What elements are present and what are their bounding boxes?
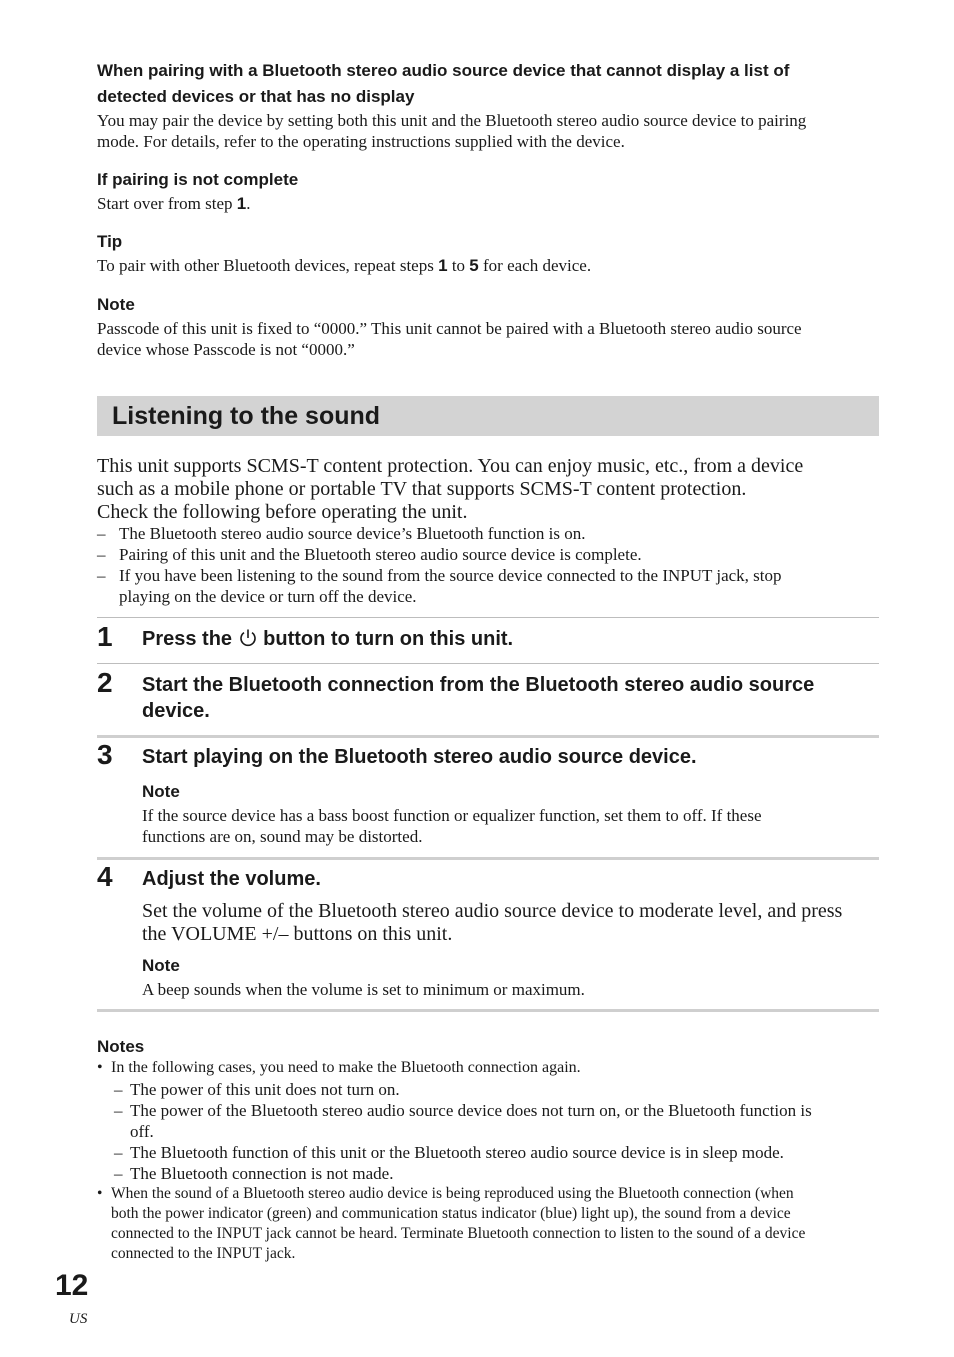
step-note-body: If the source device has a bass boost function or equalizer function, set them to off. If these functions are on, sound may be distorted. bbox=[142, 806, 762, 846]
notes-bullet-item: • When the sound of a Bluetooth stereo audio device is being reproduced using the Bluetooth connection (when both the power indicator (green) and communication status indicator (blue) light up), the sound from a device connected to the INPUT jack cannot be heard. Terminate Bluetooth connection to listen to the sound of a device connected to the INPUT jack. bbox=[97, 1185, 806, 1262]
step-title: Start playing on the Bluetooth stereo audio source device. bbox=[142, 746, 697, 768]
notes-sub-item: – The power of the Bluetooth stereo audio source device does not turn on, or the Bluetooth function is off. bbox=[114, 1101, 812, 1141]
step-number: 2 bbox=[97, 667, 113, 698]
step-ref: 1 bbox=[236, 194, 247, 213]
note-passcode-body: Passcode of this unit is fixed to “0000.” This unit cannot be paired with a Bluetooth stereo audio source device whose Passcode is not “0000.” bbox=[97, 319, 802, 359]
check-item: – The Bluetooth stereo audio source device’s Bluetooth function is on. bbox=[97, 524, 586, 543]
power-icon bbox=[238, 628, 258, 648]
divider bbox=[97, 857, 879, 860]
notes-sub-item: – The power of this unit does not turn on. bbox=[114, 1080, 400, 1099]
divider bbox=[97, 617, 879, 618]
tip-body: To pair with other Bluetooth devices, repeat steps 1 to 5 for each device. bbox=[97, 256, 592, 275]
tip-heading: Tip bbox=[97, 232, 123, 251]
divider bbox=[97, 735, 879, 738]
section-title: Listening to the sound bbox=[112, 402, 381, 430]
step-title: Press the button to turn on this unit. bbox=[142, 628, 514, 650]
notes-heading: Notes bbox=[97, 1037, 145, 1056]
divider bbox=[97, 1009, 879, 1012]
step-number: 4 bbox=[97, 861, 113, 892]
page-number: 12 bbox=[55, 1269, 89, 1302]
step-note-body: A beep sounds when the volume is set to minimum or maximum. bbox=[142, 980, 585, 999]
step-title: Start the Bluetooth connection from the Bluetooth stereo audio source device. bbox=[142, 674, 815, 722]
notes-bullet-item: • In the following cases, you need to make the Bluetooth connection again. bbox=[97, 1059, 581, 1076]
check-item: – Pairing of this unit and the Bluetooth stereo audio source device is complete. bbox=[97, 545, 642, 564]
section-intro: This unit supports SCMS-T content protection. You can enjoy music, etc., from a device such as a mobile phone or portable TV that supports SCMS-T content protection. Check the following before operating the unit. bbox=[97, 455, 804, 523]
step-note-heading: Note bbox=[142, 782, 180, 801]
region-code: US bbox=[69, 1311, 88, 1327]
step-title: Adjust the volume. bbox=[142, 868, 321, 890]
step-number: 3 bbox=[97, 739, 113, 770]
step-note-heading: Note bbox=[142, 956, 180, 975]
pairing-no-display-body: You may pair the device by setting both this unit and the Bluetooth stereo audio source device to pairing mode. For details, refer to the operating instructions supplied with the device. bbox=[97, 111, 807, 151]
notes-sub-item: – The Bluetooth connection is not made. bbox=[114, 1164, 394, 1183]
step-body: Set the volume of the Bluetooth stereo audio source device to moderate level, and press the VOLUME +/– buttons on this unit. bbox=[142, 900, 843, 945]
pairing-incomplete-body: Start over from step 1. bbox=[97, 194, 251, 213]
notes-sub-item: – The Bluetooth function of this unit or the Bluetooth stereo audio source device is in sleep mode. bbox=[114, 1143, 784, 1162]
pairing-incomplete-heading: If pairing is not complete bbox=[97, 170, 299, 189]
divider bbox=[97, 663, 879, 664]
check-item: – If you have been listening to the sound from the source device connected to the INPUT jack, stop playing on the device or turn off the device. bbox=[97, 566, 782, 606]
step-number: 1 bbox=[97, 621, 113, 652]
pairing-no-display-heading: When pairing with a Bluetooth stereo audio source device that cannot display a list of detected devices or that has no display bbox=[97, 61, 790, 106]
section-banner bbox=[97, 396, 879, 436]
note-passcode-heading: Note bbox=[97, 295, 135, 314]
